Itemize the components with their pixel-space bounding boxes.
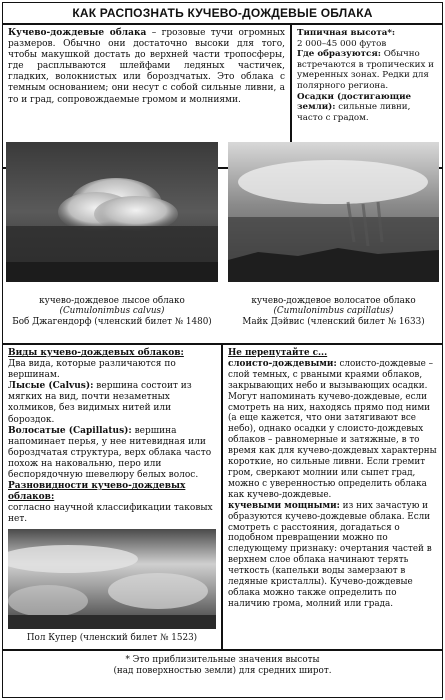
precip-label: Осадки (достигающие земли): [297,91,412,113]
where-label: Где образуются: [297,49,381,60]
footnote-line2: (над поверхностью земли) для средних широт. [113,666,332,676]
capillatus-label: Волосатые (Capillatus): [8,425,132,436]
confuse-text [228,348,437,610]
cu-text: из них зачастую и образуются кучево-дождевые облака. Если смотреть с расстояния, догадаться о подобном превращении можно по следующему признаку: очертания частей в верхнем слое облака начинают терять четкость (капельки воды замерзают в ледяные кристаллы). Кучево-дождевые облака можно также определить по наличию грома, молний или града. [228,500,432,609]
intro-body: – грозовые тучи огромных размеров. Обычно они достаточно высоки для того, чтобы макушкой достать до верхней части тропосферы, где расплываются шлейфами ледяных частичек, гладких, волокнистых или бороздчатых. Это облака с темным основанием; они несут с собой сильные ливни, а то и град, сопровождаемые громом и молниями. [8,28,286,105]
types-heading: Виды кучево-дождевых облаков: [8,348,184,358]
caption-capillatus-credit: Майк Дэйвис (членский билет № 1633) [242,316,425,327]
photo-cooper [8,529,216,629]
cu-label: кучевыми мощными: [228,500,340,511]
caption-cooper-credit: Пол Купер (членский билет № 1523) [26,633,198,643]
precip-value: сильные ливни, часто с градом. [297,102,411,123]
facts-text [297,28,437,123]
caption-calvus [6,296,218,327]
capillatus-text: вершина напоминает перья, у нее нитевидная или бороздчатая структура, верх облака часто похож на наковальню, перо или беспорядочную шевелюру белых волос. [8,425,212,481]
intro-term: Кучево-дождевые облака [8,28,147,38]
ns-text: слоисто-дождевые – слой темных, с рваными краями облаков, закрывающих небо и вызывающих осадки. Могут напоминать кучево-дождевые, если смотреть на них, находясь прямо под ними (а еще кажется, что они затягивают все небо), однако осадки у слоисто-дождевых облаков – равномерные и затяжные, в то время как для кучево-дождевых характерны короткие, но сильные ливни. Если гремит гром, сверкают молнии или сыпет град, можно с уверенностью определить облака как кучево-дождевые. [228,358,437,500]
varieties-heading: Разновидности кучево-дождевых облаков: [8,481,186,503]
confuse-box [222,344,443,650]
types-text [8,348,216,526]
caption-capillatus-latin: (Cumulonimbus capillatus) [273,306,394,317]
caption-capillatus-name: кучево-дождевое волосатое облако [251,296,416,306]
where-value: Обычно встречаются в тропических и умеренных зонах. Редки для полярного региона. [297,49,434,91]
footnote [2,650,443,698]
photo-calvus [6,142,218,282]
varieties-text: согласно научной классификации таковых нет. [8,503,213,525]
page-title: КАК РАСПОЗНАТЬ КУЧЕВО-ДОЖДЕВЫЕ ОБЛАКА [2,2,443,24]
height-value: 2 000–45 000 футов [297,38,387,49]
caption-capillatus [226,296,441,327]
intro-text [8,28,285,106]
caption-calvus-latin: (Cumulonimbus calvus) [59,306,165,317]
caption-calvus-credit: Боб Джагендорф (членский билет № 1480) [12,316,212,327]
photo-capillatus [228,142,439,282]
caption-cooper [8,633,216,643]
caption-calvus-name: кучево-дождевое лысое облако [39,296,185,306]
calvus-label: Лысые (Calvus): [8,381,94,392]
ns-label: слоисто-дождевыми: [228,358,337,369]
confuse-heading: Не перепутайте с... [228,348,328,358]
footnote-line1: * Это приблизительные значения высоты [125,655,320,665]
types-intro: Два вида, которые различаются по вершинам. [8,359,176,381]
height-label: Типичная высота*: [297,28,396,38]
calvus-text: вершина состоит из мягких на вид, почти незаметных холмиков, без видимых нитей или бороздок. [8,381,192,425]
